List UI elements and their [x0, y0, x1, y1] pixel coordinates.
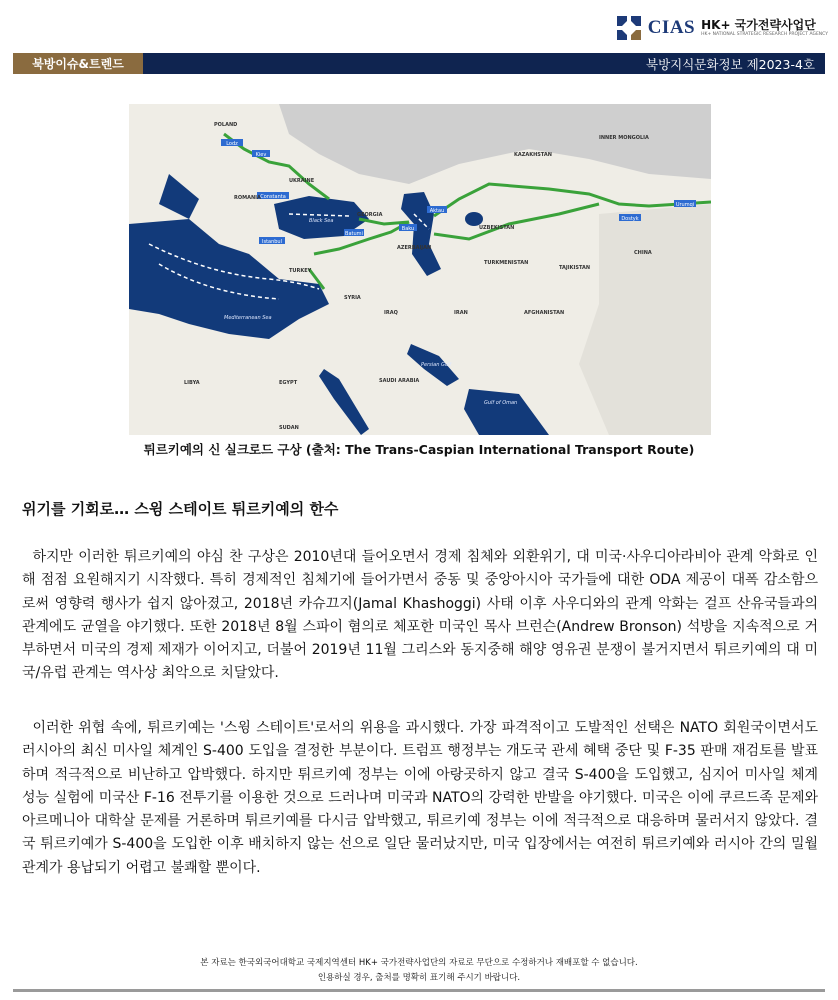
- cias-emblem-icon: [616, 15, 642, 41]
- city-tag-label: Kiev: [255, 152, 267, 158]
- aral-sea: [465, 212, 483, 226]
- sea-label: Gulf of Oman: [484, 400, 518, 406]
- country-label: IRAN: [454, 310, 468, 316]
- country-label: AFGHANISTAN: [524, 310, 565, 316]
- country-label: UKRAINE: [289, 178, 315, 184]
- section-label: 북방이슈&트렌드: [13, 53, 143, 74]
- country-label: TAJIKISTAN: [559, 265, 591, 271]
- country-label: TURKEY: [289, 268, 312, 274]
- org-subtitle: HK+ NATIONAL STRATEGIC RESEARCH PROJECT AGENCY: [701, 32, 828, 37]
- article-paragraph-2: [22, 717, 818, 880]
- country-label: CHINA: [634, 250, 652, 256]
- country-label: POLAND: [214, 122, 238, 128]
- sea-label: Persian Gulf: [421, 362, 452, 368]
- route-map: [129, 104, 711, 435]
- sea-label: Black Sea: [309, 218, 334, 224]
- city-tag-label: Batumi: [345, 231, 363, 237]
- country-label: EGYPT: [279, 380, 298, 386]
- country-label: UZBEKISTAN: [479, 225, 515, 231]
- footer-notice: [0, 956, 838, 986]
- country-label: SUDAN: [279, 425, 299, 431]
- footer-divider: [13, 989, 825, 992]
- city-tag-label: Baku: [401, 226, 415, 232]
- logo-text: CIAS: [647, 17, 696, 38]
- city-tag-label: Dostyk: [621, 216, 639, 222]
- country-label: SYRIA: [344, 295, 361, 301]
- country-label: SAUDI ARABIA: [379, 378, 420, 384]
- org-logo: [616, 8, 828, 48]
- footer-line-2: 인용하실 경우, 출처를 명확히 표기해 주시기 바랍니다.: [317, 973, 521, 983]
- country-label: TURKMENISTAN: [484, 260, 529, 266]
- paragraph-1-text: 하지만 이러한 튀르키예의 야심 찬 구상은 2010년대 들어오면서 경제 침체와 외환위기, 대 미국·사우디아라비아 관계 악화로 인해 점점 요원해지기 시작했다. 특히 경제적인 침체기에 들어가면서 중동 및 중앙아시아 국가들에 대한 ODA 제공이 대폭 감소함으로써 영향력 행사가 쉽지 않아졌고, 2018년 카슈끄지(Jamal Khashoggi) 사태 이후 사우디와의 관계 악화는 걸프 산유국들과의 관계에도 균열을 야기했다. 또한 2018년 8월 스파이 혐의로 체포한 미국인 목사 브런슨(Andrew Bronson) 석방을 지속적으로 거부하면서 미국의 경제 제재가 이어지고, 더불어 2019년 11월 그리스와 동지중해 해양 영유권 분쟁이 불거지면서 튀르키예의 대 미국/유럽 관계는 역사상 최악으로 치달았다.: [22, 549, 818, 682]
- city-tag-label: Istanbul: [261, 239, 283, 245]
- city-tag-label: Lodz: [226, 141, 238, 147]
- city-tag-label: Aktau: [429, 208, 445, 214]
- city-tag-label: Urumqi: [675, 202, 695, 208]
- footer-line-1: 본 자료는 한국외국어대학교 국제지역센터 HK+ 국가전략사업단의 자료로 무단으로 수정하거나 재배포할 수 없습니다.: [200, 958, 638, 968]
- city-tag-label: Constanta: [260, 194, 286, 200]
- paragraph-2-text: 이러한 위협 속에, 튀르키예는 '스윙 스테이트'로서의 위용을 과시했다. 가장 파격적이고 도발적인 선택은 NATO 회원국이면서도 러시아의 최신 미사일 체계인 S-400 도입을 결정한 부분이다. 트럼프 행정부는 개도국 관세 혜택 중단 및 F-35 판매 재검토를 발표하며 적극적으로 비난하고 압박했다. 하지만 튀르키예 정부는 이에 아랑곳하지 않고 결국 S-400을 도입했고, 심지어 미사일 체계 성능 실험에 미국산 F-16 전투기를 이용한 것으로 드러나며 미국과 NATO의 강력한 반발을 야기했다. 미국은 이에 쿠르드족 문제와 아르메니아 대학살 문제를 거론하며 튀르키예를 다시금 압박했고, 튀르키예 정부는 이에 적극적으로 대응하며 물러서지 않았다. 결국 튀르키예가 S-400을 도입한 이후 배치하지 않는 선으로 일단 물러났지만, 미국 입장에서는 여전히 튀르키예와 러시아 간의 밀월관계가 용납되기 어렵고 불쾌할 뿐이다.: [22, 720, 818, 876]
- sea-label: Mediterranean Sea: [224, 315, 272, 321]
- route-map-svg: [129, 104, 711, 435]
- figure-caption: 튀르키예의 신 실크로드 구상 (출처: The Trans-Caspian International Transport Route): [143, 442, 695, 457]
- article-paragraph-1: [22, 546, 818, 686]
- country-label: KAZAKHSTAN: [514, 152, 552, 158]
- country-label: INNER MONGOLIA: [599, 135, 649, 141]
- country-label: LIBYA: [184, 380, 200, 386]
- country-label: IRAQ: [384, 310, 398, 316]
- country-label: AZERBAIJAN: [397, 245, 432, 251]
- country-label: ROMANIA: [234, 195, 261, 201]
- section-bar: [13, 53, 825, 74]
- org-title: HK+ 국가전략사업단: [701, 18, 816, 32]
- country-label: GEORGIA: [357, 212, 383, 218]
- article-heading: 위기를 기회로… 스윙 스테이트 튀르키예의 한수: [22, 500, 339, 518]
- publication-label: 북방지식문화정보 제2023-4호: [143, 53, 825, 74]
